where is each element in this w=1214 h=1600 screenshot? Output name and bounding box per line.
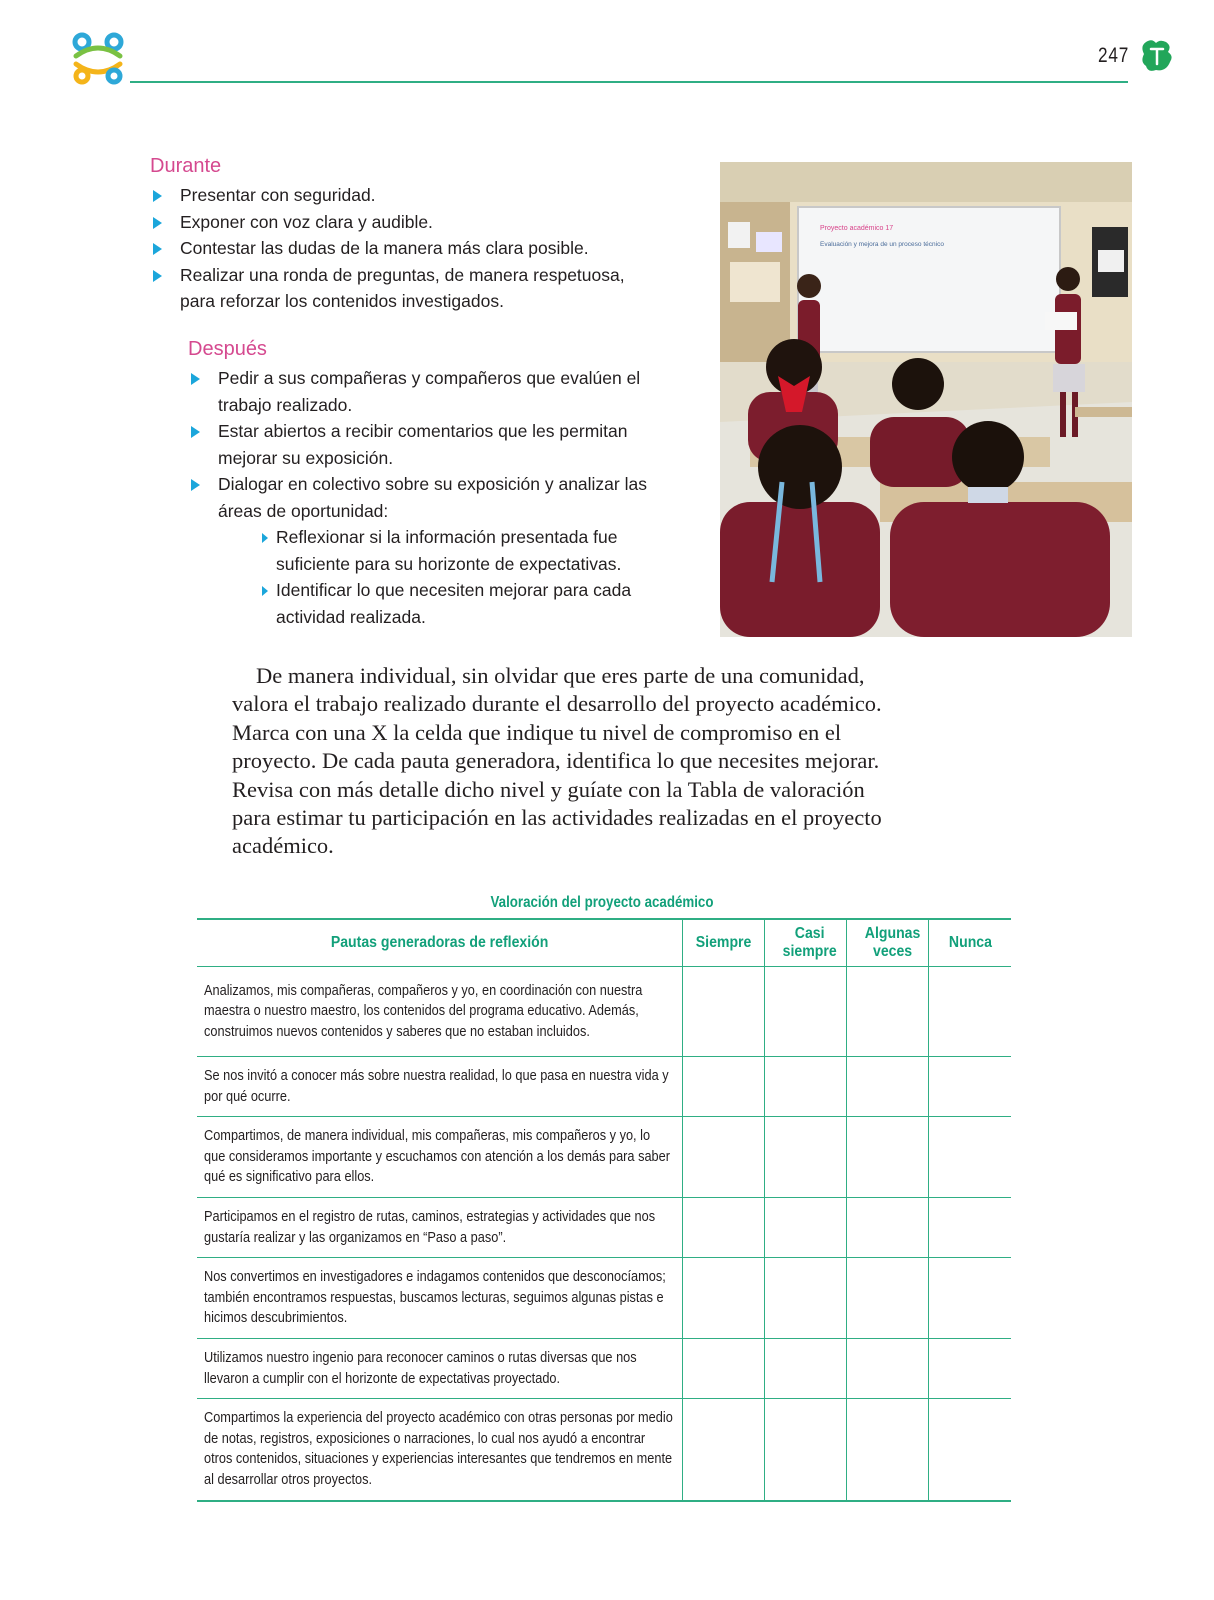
table-title: Valoración del proyecto académico — [490, 894, 714, 911]
table-cell: Compartimos, de manera individual, mis compañeras, mis compañeros y yo, lo que consideramos importante y escuchamos con atención a los demás para saber qué es significativo para ellos. — [197, 1117, 682, 1198]
despues-section — [188, 338, 688, 630]
mark-cell[interactable] — [682, 967, 764, 1057]
mark-cell[interactable] — [682, 1117, 764, 1198]
mark-cell[interactable] — [682, 1258, 764, 1339]
bullet-triangle-icon — [262, 586, 268, 596]
mark-cell[interactable] — [847, 1339, 929, 1399]
classroom-photo — [720, 162, 1132, 637]
despues-heading: Después — [188, 338, 267, 360]
mark-cell[interactable] — [764, 1339, 846, 1399]
list-item: Reflexionar si la información presentada fue suficiente para su horizonte de expectativas. — [258, 524, 656, 577]
mark-cell[interactable] — [929, 1117, 1011, 1198]
table-cell: Participamos en el registro de rutas, caminos, estrategias y actividades que nos gustaría realizar y las organizamos en “Paso a paso”. — [197, 1198, 682, 1258]
mark-cell[interactable] — [764, 967, 846, 1057]
mark-cell[interactable] — [682, 1339, 764, 1399]
despues-list — [188, 365, 688, 524]
mark-cell[interactable] — [847, 1258, 929, 1339]
durante-list — [150, 182, 670, 315]
list-item: Estar abiertos a recibir comentarios que les permitan mejorar su exposición. — [188, 418, 648, 471]
column-header: Pautas generadoras de reflexión — [197, 919, 682, 967]
list-item: Dialogar en colectivo sobre su exposición y analizar las áreas de oportunidad: — [188, 471, 683, 524]
table-row — [197, 967, 1011, 1057]
mark-cell[interactable] — [764, 1258, 846, 1339]
mark-cell[interactable] — [929, 1258, 1011, 1339]
column-header: Siempre — [682, 919, 764, 967]
intro-paragraph: De manera individual, sin olvidar que eres parte de una comunidad, valora el trabajo realizado durante el desarrollo del proyecto académico. Marca con una X la celda que indique tu nivel de compromiso en el proyecto. De cada pauta generadora, identifica lo que necesites mejorar. Revisa con más detalle dicho nivel y guíate con la Tabla de valoración para estimar tu participación en las actividades realizadas en el proyecto académico. — [232, 663, 882, 859]
mark-cell[interactable] — [847, 967, 929, 1057]
mark-cell[interactable] — [764, 1117, 846, 1198]
mark-cell[interactable] — [764, 1399, 846, 1501]
bullet-triangle-icon — [191, 373, 200, 385]
mark-cell[interactable] — [929, 1339, 1011, 1399]
despues-sublist — [188, 524, 688, 630]
durante-section — [150, 155, 670, 315]
mark-cell[interactable] — [929, 1399, 1011, 1501]
program-logo-icon — [70, 30, 126, 86]
table-row — [197, 1399, 1011, 1501]
table-cell: Nos convertimos en investigadores e indagamos contenidos que desconocíamos; también encontramos respuestas, buscamos lecturas, seguimos algunas pistas e hicimos descubrimientos. — [197, 1258, 682, 1339]
list-item: Pedir a sus compañeras y compañeros que evalúen el trabajo realizado. — [188, 365, 648, 418]
mark-cell[interactable] — [764, 1198, 846, 1258]
table-row — [197, 1258, 1011, 1339]
list-item: Exponer con voz clara y audible. — [150, 209, 670, 236]
mark-cell[interactable] — [764, 1057, 846, 1117]
mark-cell[interactable] — [682, 1198, 764, 1258]
table-cell: Utilizamos nuestro ingenio para reconocer caminos o rutas diversas que nos llevaron a cumplir con el horizonte de expectativas proyectado. — [197, 1339, 682, 1399]
mark-cell[interactable] — [929, 1198, 1011, 1258]
column-header: Casi siempre — [764, 919, 846, 967]
table-cell: Analizamos, mis compañeras, compañeros y yo, en coordinación con nuestra maestra o nuestro maestro, los contenidos del programa educativo. Además, construimos nuevos contenidos y saberes que no estaban incluidos. — [197, 967, 682, 1057]
column-header: Algunas veces — [847, 919, 929, 967]
mark-cell[interactable] — [929, 1057, 1011, 1117]
table-cell: Compartimos la experiencia del proyecto académico con otras personas por medio de notas, registros, exposiciones o narraciones, lo cual nos ayudó a encontrar otros contenidos, situaciones y experiencias interesantes que tendremos en mente al desarrollar otros proyectos. — [197, 1399, 682, 1501]
bullet-triangle-icon — [153, 243, 162, 255]
list-item: Presentar con seguridad. — [150, 182, 670, 209]
mark-cell[interactable] — [847, 1117, 929, 1198]
bullet-triangle-icon — [153, 217, 162, 229]
durante-heading: Durante — [150, 155, 222, 177]
bullet-triangle-icon — [262, 533, 268, 543]
table-cell: Se nos invitó a conocer más sobre nuestra realidad, lo que pasa en nuestra vida y por qué ocurre. — [197, 1057, 682, 1117]
list-item: Identificar lo que necesiten mejorar para cada actividad realizada. — [258, 577, 646, 630]
table-row — [197, 1117, 1011, 1198]
evaluation-table — [197, 918, 1011, 1502]
mark-cell[interactable] — [847, 1198, 929, 1258]
board-subtitle: Evaluación y mejora de un proceso técnico — [820, 241, 944, 248]
mark-cell[interactable] — [929, 967, 1011, 1057]
bullet-triangle-icon — [191, 426, 200, 438]
table-row — [197, 1198, 1011, 1258]
table-row — [197, 1339, 1011, 1399]
mark-cell[interactable] — [847, 1399, 929, 1501]
header-rule — [130, 81, 1128, 83]
bullet-triangle-icon — [153, 190, 162, 202]
page-number: 247 — [1098, 44, 1130, 67]
table-row — [197, 1057, 1011, 1117]
list-item: Contestar las dudas de la manera más clara posible. — [150, 235, 670, 262]
bullet-triangle-icon — [191, 479, 200, 491]
bullet-triangle-icon — [153, 270, 162, 282]
mark-cell[interactable] — [682, 1057, 764, 1117]
mark-cell[interactable] — [847, 1057, 929, 1117]
list-item: Realizar una ronda de preguntas, de manera respetuosa, para reforzar los contenidos investigados. — [150, 262, 625, 315]
column-header: Nunca — [929, 919, 1011, 967]
table-header-row — [197, 919, 1011, 967]
green-puzzle-icon — [1140, 38, 1174, 74]
mark-cell[interactable] — [682, 1399, 764, 1501]
board-title: Proyecto académico 17 — [820, 225, 894, 232]
